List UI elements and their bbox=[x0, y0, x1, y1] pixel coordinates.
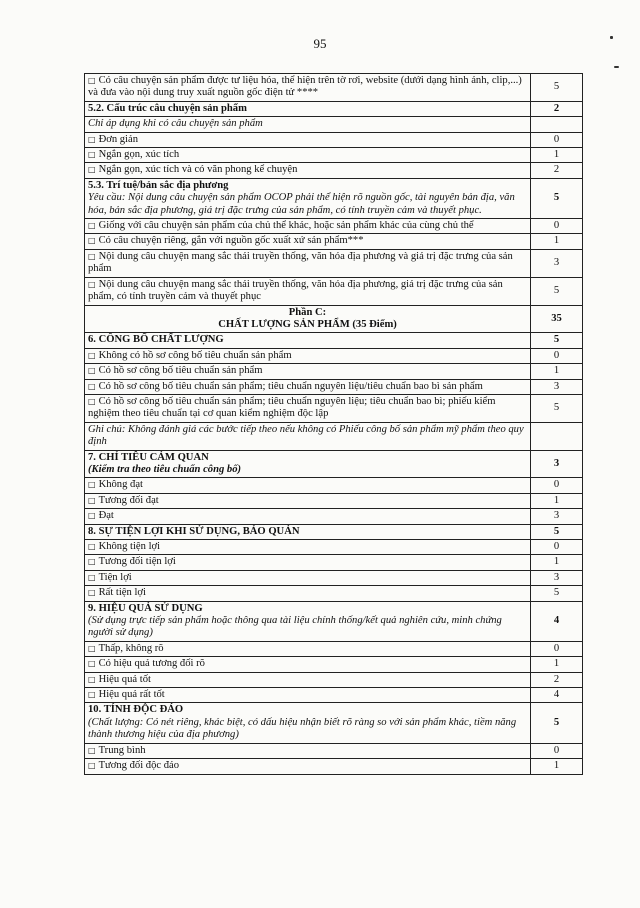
score-cell: 2 bbox=[531, 101, 583, 116]
criterion-cell bbox=[85, 305, 531, 333]
table-row bbox=[85, 601, 583, 641]
score-cell: 5 bbox=[531, 74, 583, 102]
table-row bbox=[85, 641, 583, 656]
option-text: Ngắn gọn, xúc tích bbox=[98, 149, 180, 161]
table-row bbox=[85, 277, 583, 305]
score-cell: 0 bbox=[531, 219, 583, 234]
option-text: Thấp, không rõ bbox=[98, 642, 164, 654]
criterion-heading: 10. TÍNH ĐỘC ĐÁO bbox=[88, 704, 184, 716]
option-text: Rất tiện lợi bbox=[98, 587, 146, 599]
criterion-cell bbox=[85, 540, 531, 555]
table-row bbox=[85, 74, 583, 102]
checkbox-icon: □ bbox=[88, 572, 96, 582]
score-cell: 1 bbox=[531, 148, 583, 163]
criterion-cell bbox=[85, 703, 531, 743]
checkbox-icon: □ bbox=[88, 557, 96, 567]
checkbox-icon: □ bbox=[88, 165, 96, 175]
checkbox-icon: □ bbox=[88, 588, 96, 598]
table-row bbox=[85, 524, 583, 539]
option-text: Giống với câu chuyện sản phẩm của chủ thể khác, hoặc sản phẩm khác của cùng chủ thể bbox=[98, 220, 474, 232]
criterion-note: (Kiểm tra theo tiêu chuẩn công bố) bbox=[88, 463, 242, 475]
table-row bbox=[85, 148, 583, 163]
score-cell: 5 bbox=[531, 178, 583, 218]
criterion-cell bbox=[85, 234, 531, 249]
table-row bbox=[85, 348, 583, 363]
table-row bbox=[85, 234, 583, 249]
option-text: Có câu chuyện sản phẩm được tư liệu hóa, thể hiện trên tờ rơi, website (dưới dạng hình ảnh, clip,...) và đưa vào nội dung truy xuất nguồn gốc điện tử **** bbox=[88, 75, 522, 99]
option-text: Có hồ sơ công bố tiêu chuẩn sản phẩm bbox=[98, 365, 263, 377]
checkbox-icon: □ bbox=[88, 542, 96, 551]
criterion-heading: 9. HIỆU QUẢ SỬ DỤNG bbox=[88, 602, 203, 614]
checkbox-icon: □ bbox=[88, 659, 96, 669]
score-cell: 4 bbox=[531, 688, 583, 703]
criterion-cell bbox=[85, 743, 531, 758]
score-cell: 0 bbox=[531, 743, 583, 758]
page-number: 95 bbox=[313, 36, 327, 51]
option-text: Tiện lợi bbox=[98, 571, 132, 583]
scoring-table bbox=[84, 73, 583, 775]
criterion-cell bbox=[85, 132, 531, 147]
checkbox-icon: □ bbox=[88, 480, 96, 490]
score-cell: 1 bbox=[531, 657, 583, 672]
criterion-cell bbox=[85, 178, 531, 218]
option-text: Đạt bbox=[98, 510, 114, 522]
option-text: Không có hồ sơ công bố tiêu chuẩn sản phẩm bbox=[98, 349, 292, 361]
checkbox-icon: □ bbox=[88, 279, 96, 289]
criterion-cell bbox=[85, 601, 531, 641]
criterion-cell bbox=[85, 672, 531, 687]
table-row bbox=[85, 688, 583, 703]
table-row bbox=[85, 422, 583, 450]
score-cell: 5 bbox=[531, 703, 583, 743]
criterion-note: Chỉ áp dụng khi có câu chuyện sản phẩm bbox=[88, 118, 263, 130]
criterion-cell bbox=[85, 379, 531, 394]
score-cell: 0 bbox=[531, 478, 583, 493]
option-text: Nội dung câu chuyện mang sắc thái truyền thống, văn hóa địa phương, giá trị đặc trưng của sản phẩm, có tính truyền cảm và thuyết phục bbox=[88, 278, 503, 303]
part-title: CHẤT LƯỢNG SẢN PHẨM (35 Điểm) bbox=[218, 318, 397, 330]
criterion-heading: 6. CÔNG BỐ CHẤT LƯỢNG bbox=[88, 334, 224, 346]
criterion-cell bbox=[85, 450, 531, 478]
option-text: Tương đối độc đáo bbox=[98, 760, 180, 772]
table-row bbox=[85, 101, 583, 116]
table-row bbox=[85, 450, 583, 478]
table-row bbox=[85, 219, 583, 234]
criterion-cell bbox=[85, 570, 531, 585]
option-text: Tương đối đạt bbox=[98, 494, 159, 506]
option-text: Tương đối tiện lợi bbox=[98, 556, 176, 568]
score-cell: 5 bbox=[531, 586, 583, 601]
checkbox-icon: □ bbox=[88, 396, 96, 406]
score-cell: 3 bbox=[531, 249, 583, 277]
table-row bbox=[85, 305, 583, 333]
criterion-cell bbox=[85, 277, 531, 305]
checkbox-icon: □ bbox=[88, 643, 96, 653]
scan-speck bbox=[610, 36, 613, 39]
table-row bbox=[85, 493, 583, 508]
score-cell: 35 bbox=[531, 305, 583, 333]
criterion-cell bbox=[85, 117, 531, 132]
criterion-cell bbox=[85, 688, 531, 703]
score-cell: 5 bbox=[531, 394, 583, 422]
part-label: Phần C: bbox=[288, 306, 327, 318]
table-row bbox=[85, 657, 583, 672]
score-cell: 1 bbox=[531, 364, 583, 379]
table-row bbox=[85, 759, 583, 774]
criterion-cell bbox=[85, 759, 531, 774]
score-cell: 5 bbox=[531, 277, 583, 305]
table-row bbox=[85, 509, 583, 524]
score-cell: 4 bbox=[531, 601, 583, 641]
score-cell: 2 bbox=[531, 672, 583, 687]
score-cell: 0 bbox=[531, 348, 583, 363]
table-row bbox=[85, 333, 583, 348]
table-row bbox=[85, 117, 583, 132]
checkbox-icon: □ bbox=[88, 350, 96, 360]
checkbox-icon: □ bbox=[88, 511, 96, 521]
option-text: Hiệu quả rất tốt bbox=[98, 689, 165, 701]
checkbox-icon: □ bbox=[88, 745, 96, 755]
checkbox-icon: □ bbox=[88, 381, 96, 391]
criterion-cell bbox=[85, 524, 531, 539]
criterion-cell bbox=[85, 478, 531, 493]
criterion-cell bbox=[85, 249, 531, 277]
score-cell bbox=[531, 422, 583, 450]
checkbox-icon: □ bbox=[88, 76, 96, 85]
criterion-cell bbox=[85, 74, 531, 102]
score-cell: 0 bbox=[531, 540, 583, 555]
checkbox-icon: □ bbox=[88, 674, 96, 684]
score-cell: 3 bbox=[531, 570, 583, 585]
criterion-cell bbox=[85, 422, 531, 450]
scoring-table-container bbox=[84, 73, 583, 775]
checkbox-icon: □ bbox=[88, 761, 96, 771]
criterion-cell bbox=[85, 555, 531, 570]
table-row bbox=[85, 394, 583, 422]
criterion-cell bbox=[85, 333, 531, 348]
score-cell bbox=[531, 117, 583, 132]
table-row bbox=[85, 555, 583, 570]
option-text: Đơn giản bbox=[98, 133, 138, 145]
table-row bbox=[85, 379, 583, 394]
checkbox-icon: □ bbox=[88, 251, 96, 261]
option-text: Ngắn gọn, xúc tích và có văn phong kể chuyện bbox=[98, 164, 298, 176]
score-cell: 0 bbox=[531, 641, 583, 656]
score-cell: 3 bbox=[531, 509, 583, 524]
criterion-note: (Sử dụng trực tiếp sản phẩm hoặc thông qua tài liệu chính thống/kết quả nghiên cứu, minh chứng người sử dụng) bbox=[88, 615, 502, 639]
option-text: Trung bình bbox=[98, 744, 146, 756]
table-row bbox=[85, 586, 583, 601]
score-cell: 1 bbox=[531, 759, 583, 774]
criterion-cell bbox=[85, 219, 531, 234]
criterion-note: Yêu cầu: Nội dung câu chuyện sản phẩm OCOP phải thể hiện rõ nguồn gốc, tài nguyên bản địa, văn hóa, bản sắc địa phương, giá trị đặc trưng của sản phẩm, có tính truyền cảm và thuyết phục. bbox=[88, 192, 515, 216]
option-text: Không tiện lợi bbox=[98, 541, 161, 552]
checkbox-icon: □ bbox=[88, 495, 96, 505]
option-text: Có hồ sơ công bố tiêu chuẩn sản phẩm; tiêu chuẩn nguyên liệu; tiêu chuẩn bao bì; phiếu kiểm nghiệm theo tiêu chuẩn tại cơ quan kiểm nghiệm độc lập bbox=[88, 395, 496, 420]
option-text: Không đạt bbox=[98, 479, 143, 491]
criterion-heading: 7. CHỈ TIÊU CẢM QUAN bbox=[88, 451, 209, 463]
option-text: Có hồ sơ công bố tiêu chuẩn sản phẩm; tiêu chuẩn nguyên liệu/tiêu chuẩn bao bì sản phẩm bbox=[98, 380, 483, 392]
checkbox-icon: □ bbox=[88, 221, 96, 231]
option-text: Có hiệu quả tương đối rõ bbox=[98, 658, 205, 670]
criterion-note: (Chất lượng: Có nét riêng, khác biệt, có dấu hiệu nhận biết rõ ràng so với sản phẩm khác, tiềm năng thành thương hiệu của địa phương) bbox=[88, 716, 517, 741]
criterion-cell bbox=[85, 348, 531, 363]
table-row bbox=[85, 540, 583, 555]
table-row bbox=[85, 249, 583, 277]
criterion-cell bbox=[85, 148, 531, 163]
score-cell: 0 bbox=[531, 132, 583, 147]
score-cell: 3 bbox=[531, 450, 583, 478]
score-cell: 1 bbox=[531, 555, 583, 570]
option-text: Nội dung câu chuyện mang sắc thái truyền thống, văn hóa địa phương và giá trị đặc trưng của sản phẩm bbox=[88, 250, 513, 275]
score-cell: 1 bbox=[531, 493, 583, 508]
checkbox-icon: □ bbox=[88, 690, 96, 700]
option-text: Hiệu quả tốt bbox=[98, 673, 151, 685]
criterion-cell bbox=[85, 394, 531, 422]
criterion-cell bbox=[85, 586, 531, 601]
score-cell: 5 bbox=[531, 333, 583, 348]
criterion-cell bbox=[85, 163, 531, 178]
criterion-cell bbox=[85, 364, 531, 379]
score-cell: 5 bbox=[531, 524, 583, 539]
option-text: Có câu chuyện riêng, gắn với nguồn gốc xuất xứ sản phẩm*** bbox=[98, 235, 364, 247]
criterion-cell bbox=[85, 641, 531, 656]
criterion-cell bbox=[85, 509, 531, 524]
table-row bbox=[85, 178, 583, 218]
table-row bbox=[85, 132, 583, 147]
score-cell: 2 bbox=[531, 163, 583, 178]
score-cell: 3 bbox=[531, 379, 583, 394]
checkbox-icon: □ bbox=[88, 150, 96, 160]
criterion-heading: 8. SỰ TIỆN LỢI KHI SỬ DỤNG, BẢO QUẢN bbox=[88, 525, 300, 537]
table-row bbox=[85, 163, 583, 178]
criterion-note: Ghi chú: Không đánh giá các bước tiếp theo nếu không có Phiếu công bố sản phẩm mỹ phẩm theo quy định bbox=[88, 423, 524, 448]
scan-speck bbox=[614, 66, 619, 68]
checkbox-icon: □ bbox=[88, 366, 96, 376]
checkbox-icon: □ bbox=[88, 236, 96, 246]
table-row bbox=[85, 364, 583, 379]
table-row bbox=[85, 570, 583, 585]
criterion-cell bbox=[85, 657, 531, 672]
checkbox-icon: □ bbox=[88, 134, 96, 144]
table-row bbox=[85, 743, 583, 758]
table-row bbox=[85, 478, 583, 493]
criterion-heading: 5.2. Cấu trúc câu chuyện sản phẩm bbox=[88, 102, 247, 114]
table-row bbox=[85, 672, 583, 687]
criterion-cell bbox=[85, 493, 531, 508]
criterion-heading: 5.3. Trí tuệ/bản sắc địa phương bbox=[88, 179, 229, 191]
table-row bbox=[85, 703, 583, 743]
score-cell: 1 bbox=[531, 234, 583, 249]
criterion-cell bbox=[85, 101, 531, 116]
